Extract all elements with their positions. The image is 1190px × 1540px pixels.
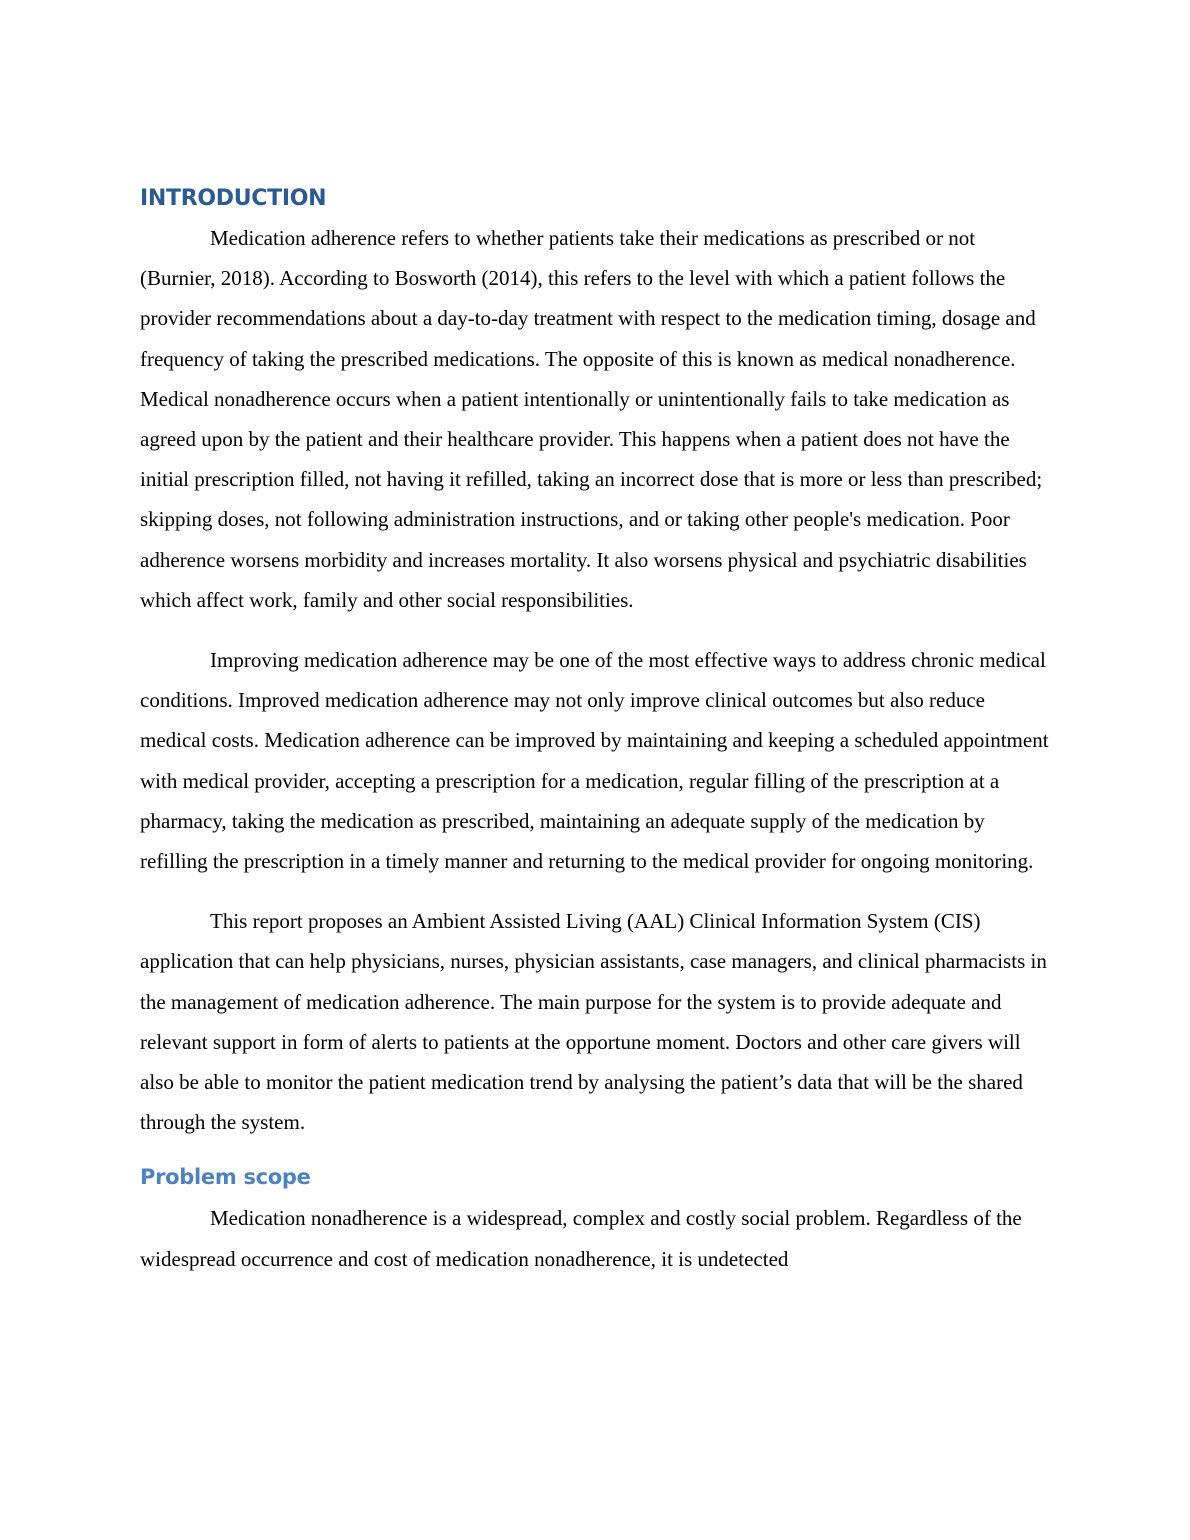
paragraph-problem-scope: Medication nonadherence is a widespread, complex and costly social problem. Regardless of the widespread occurrence and cost of medication nonadherence, it is undetected	[140, 1206, 1022, 1271]
heading-problem-scope: Problem scope	[140, 1165, 311, 1190]
document-content	[140, 184, 1052, 1279]
paragraph-improving-adherence: Improving medication adherence may be one of the most effective ways to address chronic medical conditions. Improved medication adherence may not only improve clinical outcomes but also reduce medical costs. Medication adherence can be improved by maintaining and keeping a scheduled appointment with medical provider, accepting a prescription for a medication, regular filling of the prescription at a pharmacy, taking the medication as prescribed, maintaining an adequate supply of the medication by refilling the prescription in a timely manner and returning to the medical provider for ongoing monitoring.	[140, 648, 1049, 874]
paragraph-medication-adherence: Medication adherence refers to whether patients take their medications as prescribed or not (Burnier, 2018). According to Bosworth (2014), this refers to the level with which a patient follows the provider recommendations about a day-to-day treatment with respect to the medication timing, dosage and frequency of taking the prescribed medications. The opposite of this is known as medical nonadherence. Medical nonadherence occurs when a patient intentionally or unintentionally fails to take medication as agreed upon by the patient and their healthcare provider. This happens when a patient does not have the initial prescription filled, not having it refilled, taking an incorrect dose that is more or less than prescribed; skipping doses, not following administration instructions, and or taking other people's medication. Poor adherence worsens morbidity and increases mortality. It also worsens physical and psychiatric disabilities which affect work, family and other social responsibilities.	[140, 226, 1043, 612]
heading-introduction: INTRODUCTION	[140, 186, 327, 211]
paragraph-report-proposal: This report proposes an Ambient Assisted Living (AAL) Clinical Information System (CIS) application that can help physicians, nurses, physician assistants, case managers, and clinical pharmacists in the management of medication adherence. The main purpose for the system is to provide adequate and relevant support in form of alerts to patients at the opportune moment. Doctors and other care givers will also be able to monitor the patient medication trend by analysing the patient’s data that will be the shared through the system.	[140, 909, 1047, 1135]
